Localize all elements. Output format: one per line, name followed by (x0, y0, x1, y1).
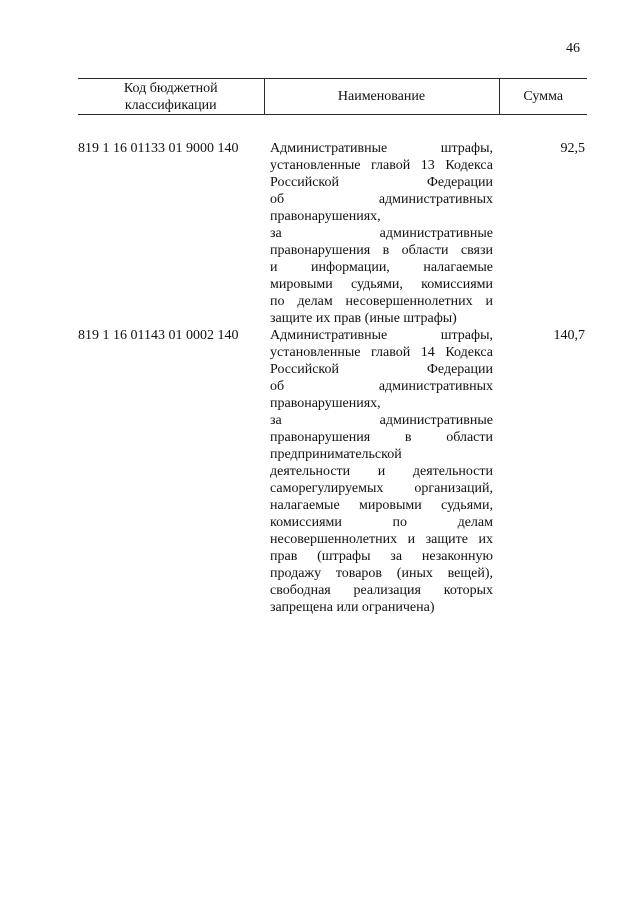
name-line: Российской Федерации (270, 362, 493, 377)
name-line: несовершеннолетних и защите их (270, 532, 493, 547)
name-line: налагаемые мировыми судьями, (270, 498, 493, 513)
row-name (264, 140, 499, 327)
header-sum: Сумма (499, 79, 587, 115)
name-line: об административных (270, 192, 493, 207)
row-code: 819 1 16 01143 01 0002 140 (78, 328, 239, 343)
name-line: правонарушениях, (270, 209, 381, 224)
header-name: Наименование (264, 79, 499, 115)
name-line: Административные штрафы, (270, 328, 493, 343)
name-line: прав (штрафы за незаконную (270, 549, 493, 564)
name-line: комиссиями по делам (270, 515, 493, 530)
name-line: свободная реализация которых (270, 583, 493, 598)
name-line: правонарушениях, (270, 396, 381, 411)
header-code: Код бюджетной классификации (78, 79, 264, 115)
name-line: установленные главой 14 Кодекса (270, 345, 493, 360)
name-line: Административные штрафы, (270, 141, 493, 156)
budget-table (78, 78, 587, 616)
table-spacer (78, 115, 587, 141)
name-line: установленные главой 13 Кодекса (270, 158, 493, 173)
name-line: саморегулируемых организаций, (270, 481, 493, 496)
page-number: 46 (566, 41, 580, 56)
row-sum: 140,7 (553, 328, 585, 343)
name-line: за административные (270, 226, 493, 241)
table-row (78, 140, 587, 327)
name-line: по делам несовершеннолетних и (270, 294, 493, 309)
name-line: продажу товаров (иных вещей), (270, 566, 493, 581)
name-line: защите их прав (иные штрафы) (270, 311, 457, 326)
name-line: деятельности и деятельности (270, 464, 493, 479)
name-line: запрещена или ограничена) (270, 600, 435, 615)
name-line: и информации, налагаемые (270, 260, 493, 275)
table-row (78, 327, 587, 616)
name-line: Российской Федерации (270, 175, 493, 190)
name-line: об административных (270, 379, 493, 394)
name-line: правонарушения в области (270, 430, 493, 445)
name-line: правонарушения в области связи (270, 243, 493, 258)
name-line: предпринимательской (270, 447, 402, 462)
row-name (264, 327, 499, 616)
table-header (78, 79, 587, 115)
name-line: за административные (270, 413, 493, 428)
row-sum: 92,5 (560, 141, 585, 156)
row-code: 819 1 16 01133 01 9000 140 (78, 141, 239, 156)
name-line: мировыми судьями, комиссиями (270, 277, 493, 292)
